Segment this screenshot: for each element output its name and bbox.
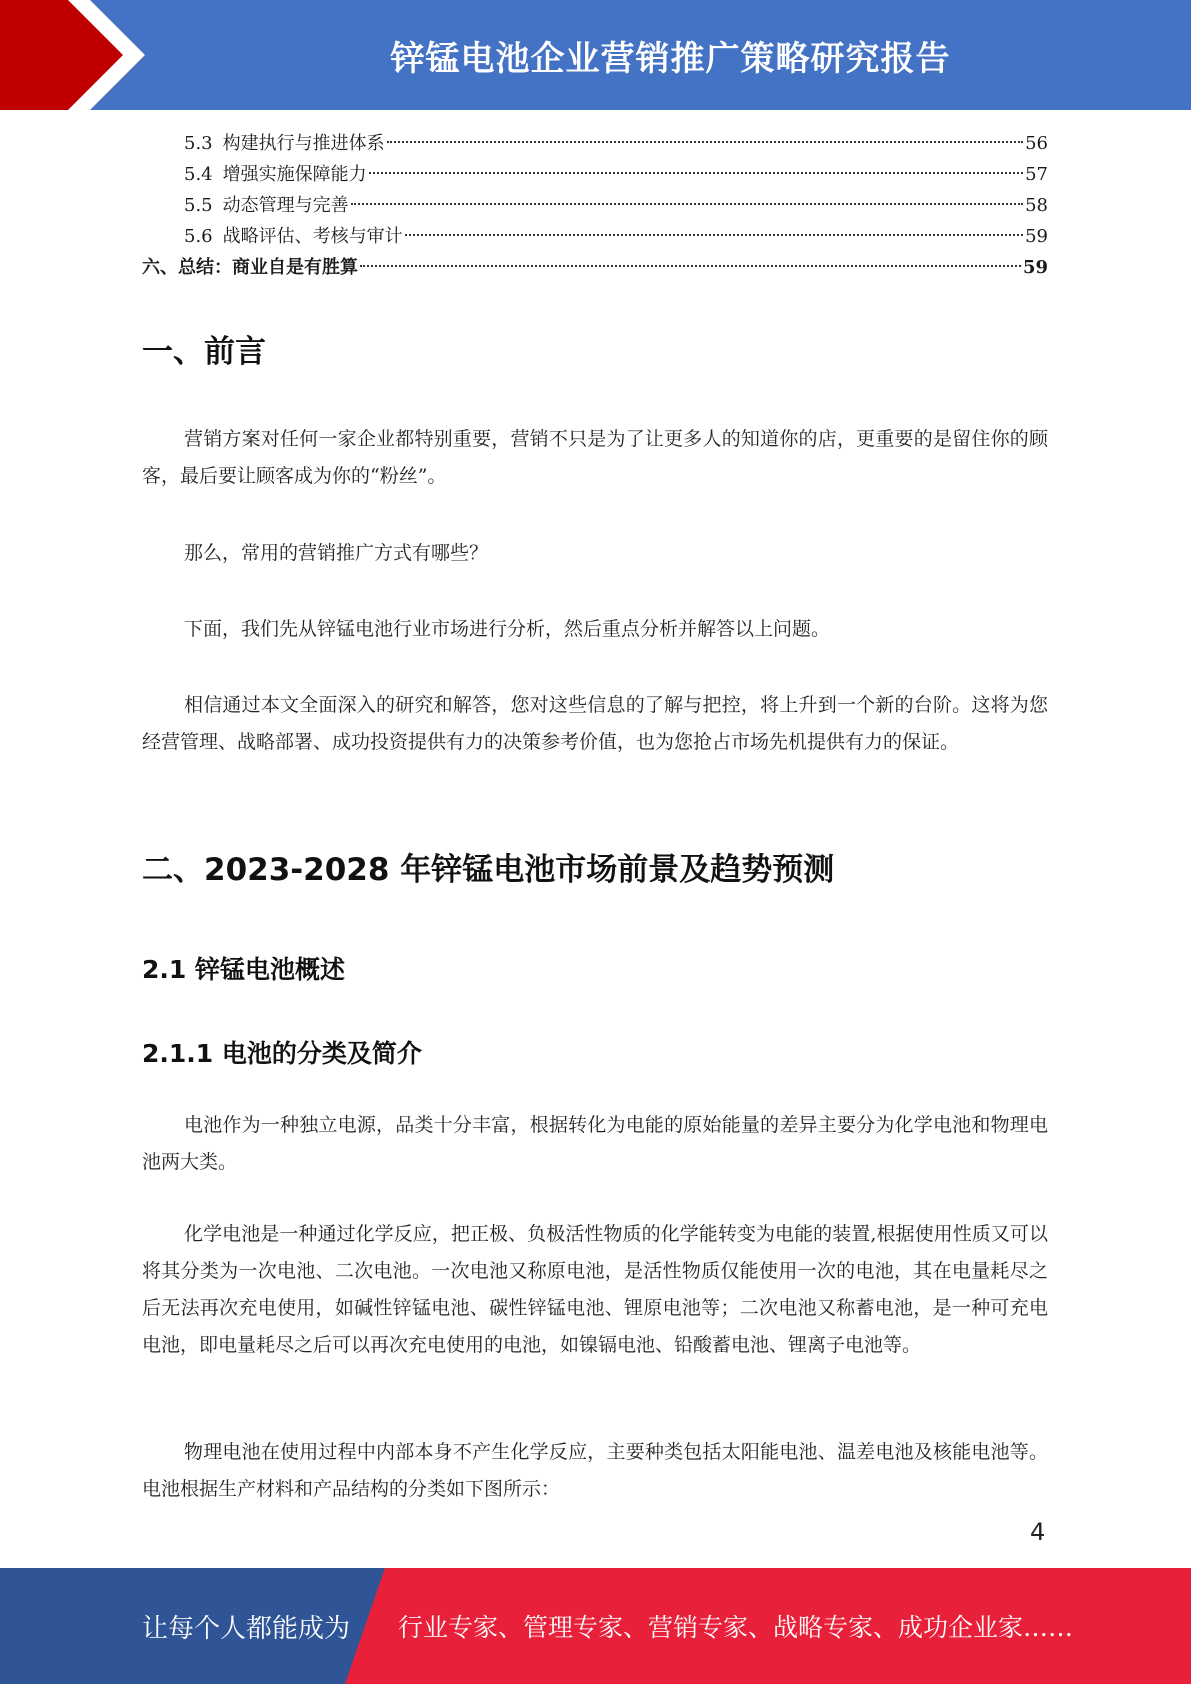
toc-entry-page: 57 bbox=[1025, 164, 1048, 185]
toc-entry-number: 5.3 bbox=[184, 133, 213, 154]
paragraph: 化学电池是一种通过化学反应，把正极、负极活性物质的化学能转变为电能的装置,根据使用性质又可以将其分类为一次电池、二次电池。一次电池又称原电池，是活性物质仅能使用一次的电池，其在电量耗尽之后无法再次充电使用，如碱性锌锰电池、碳性锌锰电池、锂原电池等；二次电池又称蓄电池，是一种可充电电池，即电量耗尽之后可以再次充电使用的电池，如镍镉电池、铅酸蓄电池、锂离子电池等。 bbox=[142, 1223, 1048, 1356]
toc-entry-label: 构建执行与推进体系 bbox=[222, 133, 385, 154]
toc-leader-dots bbox=[405, 234, 1023, 236]
paragraph: 相信通过本文全面深入的研究和解答，您对这些信息的了解与把控，将上升到一个新的台阶。这将为您经营管理、战略部署、成功投资提供有力的决策参考价值，也为您抢占市场先机提供有力的保证。 bbox=[142, 694, 1048, 753]
section-heading-market: 二、2023-2028 年锌锰电池市场前景及趋势预测 bbox=[142, 852, 835, 888]
toc-entry[interactable] bbox=[142, 190, 1048, 221]
paragraph: 电池作为一种独立电源，品类十分丰富，根据转化为电能的原始能量的差异主要分为化学电池和物理电池两大类。 bbox=[142, 1114, 1048, 1173]
toc-entry-number: 5.4 bbox=[184, 164, 213, 185]
table-of-contents bbox=[142, 128, 1048, 283]
paragraph: 那么，常用的营销推广方式有哪些？ bbox=[184, 542, 489, 564]
toc-entry-page: 56 bbox=[1025, 133, 1048, 154]
toc-entry-label: 战略评估、考核与审计 bbox=[222, 226, 403, 247]
toc-entry-number: 5.6 bbox=[184, 226, 213, 247]
toc-entry-number: 5.5 bbox=[184, 195, 213, 216]
red-chevron-graphic bbox=[0, 0, 160, 110]
subsubsection-heading-classification: 2.1.1 电池的分类及简介 bbox=[142, 1039, 422, 1068]
page-footer bbox=[0, 1568, 1191, 1684]
toc-entry[interactable] bbox=[142, 221, 1048, 252]
toc-entry-page: 59 bbox=[1022, 257, 1048, 278]
toc-leader-dots bbox=[387, 141, 1023, 143]
toc-leader-dots bbox=[360, 265, 1021, 267]
toc-entry-label: 六、总结：商业自是有胜算 bbox=[142, 257, 358, 278]
toc-entry[interactable] bbox=[142, 159, 1048, 190]
paragraph: 营销方案对任何一家企业都特别重要，营销不只是为了让更多人的知道你的店，更重要的是留住你的顾客，最后要让顾客成为你的“粉丝”。 bbox=[142, 428, 1048, 487]
footer-slogan-left: 让每个人都能成为 bbox=[142, 1613, 351, 1644]
toc-leader-dots bbox=[369, 172, 1023, 174]
page-header bbox=[0, 0, 1191, 110]
toc-entry[interactable] bbox=[142, 252, 1048, 283]
document-title: 锌锰电池企业营销推广策略研究报告 bbox=[390, 38, 951, 79]
paragraph: 下面，我们先从锌锰电池行业市场进行分析，然后重点分析并解答以上问题。 bbox=[184, 618, 831, 640]
toc-entry-label: 动态管理与完善 bbox=[222, 195, 349, 216]
section-heading-preface: 一、前言 bbox=[142, 334, 266, 370]
toc-entry-label: 增强实施保障能力 bbox=[222, 164, 367, 185]
toc-entry-page: 59 bbox=[1025, 226, 1048, 247]
paragraph: 物理电池在使用过程中内部本身不产生化学反应，主要种类包括太阳能电池、温差电池及核能电池等。电池根据生产材料和产品结构的分类如下图所示： bbox=[142, 1441, 1048, 1500]
footer-slogan-right: 行业专家、管理专家、营销专家、战略专家、成功企业家…… bbox=[398, 1613, 1074, 1642]
subsection-heading-overview: 2.1 锌锰电池概述 bbox=[142, 955, 345, 984]
toc-entry-page: 58 bbox=[1025, 195, 1048, 216]
toc-leader-dots bbox=[351, 203, 1023, 205]
toc-entry[interactable] bbox=[142, 128, 1048, 159]
page-number: 4 bbox=[1030, 1518, 1046, 1546]
